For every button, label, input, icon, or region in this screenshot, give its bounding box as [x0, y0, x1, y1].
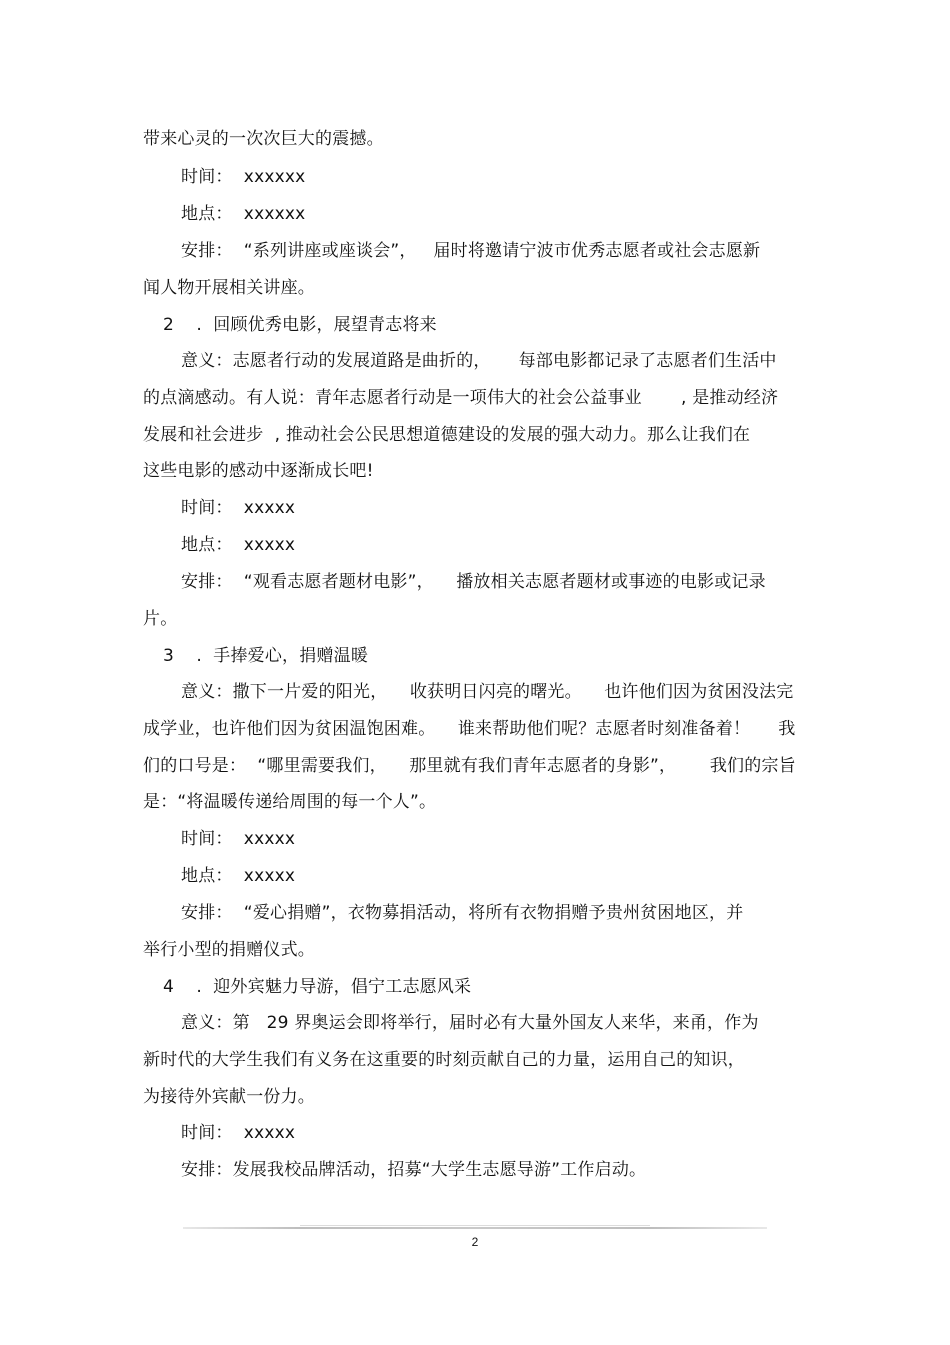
- time-line: 时间： xxxxx: [181, 1123, 296, 1143]
- section-heading-2: 2 . 回顾优秀电影，展望青志将来: [163, 315, 437, 335]
- paragraph-line: 们的口号是： “哪里需要我们， 那里就有我们青年志愿者的身影”， 我们的宗旨: [143, 756, 796, 776]
- location-line: 地点： xxxxx: [181, 866, 296, 886]
- paragraph-line: 带来心灵的一次次巨大的震撼。: [143, 129, 384, 149]
- footer-divider-shadow: [300, 1225, 650, 1226]
- arrangement-line: 安排： “爱心捐赠”，衣物募捐活动，将所有衣物捐赠予贵州贫困地区，并: [181, 903, 744, 923]
- meaning-line: 意义：撒下一片爱的阳光， 收获明日闪亮的曙光。 也许他们因为贫困没法完: [181, 682, 794, 702]
- time-line: 时间： xxxxxx: [181, 167, 306, 187]
- location-line: 地点： xxxxxx: [181, 204, 306, 224]
- paragraph-line: 片。: [143, 609, 178, 629]
- arrangement-line: 安排：发展我校品牌活动，招募“大学生志愿导游”工作启动。: [181, 1160, 647, 1180]
- paragraph-line: 闻人物开展相关讲座。: [143, 278, 315, 298]
- meaning-line: 意义：志愿者行动的发展道路是曲折的， 每部电影都记录了志愿者们生活中: [181, 351, 777, 371]
- time-line: 时间： xxxxx: [181, 829, 296, 849]
- paragraph-line: 这些电影的感动中逐渐成长吧!: [143, 461, 374, 481]
- arrangement-line: 安排： “系列讲座或座谈会”， 届时将邀请宁波市优秀志愿者或社会志愿新: [181, 241, 761, 261]
- section-heading-3: 3 . 手捧爱心，捐赠温暖: [163, 646, 369, 666]
- paragraph-line: 举行小型的捐赠仪式。: [143, 940, 315, 960]
- footer-divider: [183, 1227, 767, 1229]
- section-heading-4: 4 . 迎外宾魅力导游，倡宁工志愿风采: [163, 977, 472, 997]
- paragraph-line: 成学业，也许他们因为贫困温饱困难。 谁来帮助他们呢？志愿者时刻准备着！ 我: [143, 719, 796, 739]
- paragraph-line: 是：“将温暖传递给周围的每一个人”。: [143, 792, 437, 812]
- page-number: 2: [471, 1235, 479, 1249]
- meaning-line: 意义：第 29 界奥运会即将举行，届时必有大量外国友人来华，来甬，作为: [181, 1013, 759, 1033]
- paragraph-line: 新时代的大学生我们有义务在这重要的时刻贡献自己的力量，运用自己的知识，: [143, 1050, 745, 1070]
- location-line: 地点： xxxxx: [181, 535, 296, 555]
- paragraph-line: 为接待外宾献一份力。: [143, 1087, 315, 1107]
- paragraph-line: 发展和社会进步 , 推动社会公民思想道德建设的发展的强大动力。那么让我们在: [143, 425, 751, 445]
- time-line: 时间： xxxxx: [181, 498, 296, 518]
- paragraph-line: 的点滴感动。有人说：青年志愿者行动是一项伟大的社会公益事业 , 是推动经济: [143, 388, 779, 408]
- arrangement-line: 安排： “观看志愿者题材电影”， 播放相关志愿者题材或事迹的电影或记录: [181, 572, 766, 592]
